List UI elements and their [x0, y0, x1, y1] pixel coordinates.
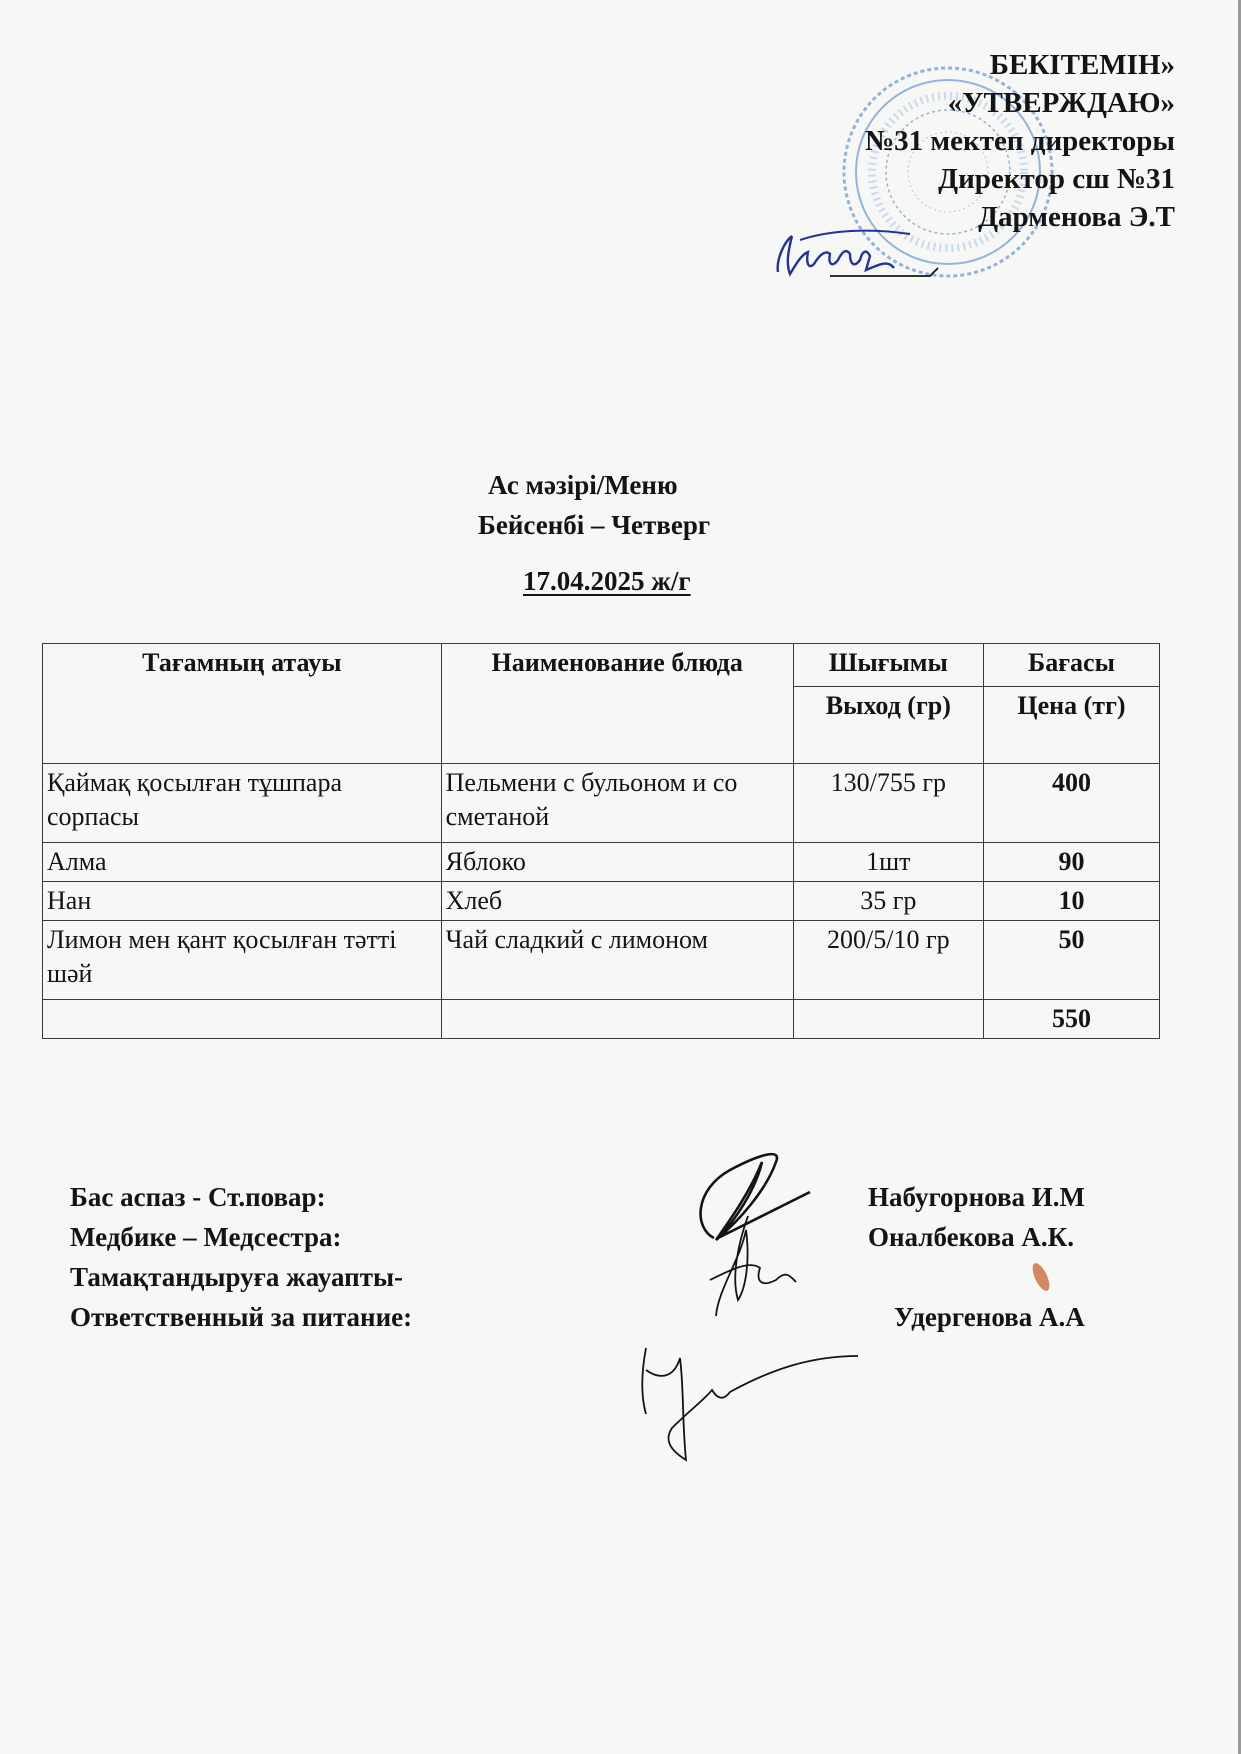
role-nurse: Медбике – Медсестра: — [70, 1222, 342, 1252]
menu-date: 17.04.2025 ж/г — [523, 566, 691, 596]
approval-line-ru: «УТВЕРЖДАЮ» — [947, 87, 1175, 119]
dish-name-ru: Яблоко — [441, 843, 793, 882]
dish-name-ru: Пельмени с бульоном и со сметаной — [441, 764, 793, 843]
director-name: Дарменова Э.Т — [978, 201, 1175, 233]
head-cook-name: Набугорнова И.М — [868, 1182, 1086, 1212]
dish-price: 400 — [983, 764, 1159, 843]
header-price-kz: Бағасы — [983, 644, 1159, 687]
menu-day: Бейсенбі – Четверг — [478, 510, 711, 540]
empty-cell — [43, 1000, 442, 1039]
responsible-name: Удергенова А.А — [894, 1302, 1085, 1332]
dish-price: 10 — [983, 882, 1159, 921]
approval-block — [865, 46, 1175, 236]
menu-title: Ас мәзірі/Меню — [488, 470, 678, 500]
role-responsible-ru: Ответственный за питание: — [70, 1302, 413, 1332]
dish-name-kz: Лимон мен қант қосылған тәтті шәй — [43, 921, 442, 1000]
dish-name-kz: Алма — [43, 843, 442, 882]
menu-table — [42, 643, 1160, 1039]
director-signature-icon — [770, 224, 940, 284]
dish-name-kz: Қаймақ қосылған тұшпара сорпасы — [43, 764, 442, 843]
header-name-ru: Наименование блюда — [441, 644, 793, 764]
dish-price: 90 — [983, 843, 1159, 882]
table-row — [43, 882, 1160, 921]
role-responsible-kz: Тамақтандыруға жауапты- — [70, 1262, 404, 1292]
header-name-kz: Тағамның атауы — [43, 644, 442, 764]
header-price-ru: Цена (тг) — [983, 687, 1159, 764]
director-title-ru: Директор сш №31 — [938, 163, 1175, 195]
ink-stain — [1029, 1261, 1053, 1293]
table-total-row — [43, 1000, 1160, 1039]
role-head-cook: Бас аспаз - Ст.повар: — [70, 1182, 326, 1212]
dish-yield: 200/5/10 гр — [793, 921, 983, 1000]
signature-roles — [70, 1177, 412, 1337]
table-header-row — [43, 644, 1160, 687]
dish-yield: 1шт — [793, 843, 983, 882]
dish-price: 50 — [983, 921, 1159, 1000]
staff-signatures-icon — [600, 1120, 860, 1480]
empty-cell — [793, 1000, 983, 1039]
dish-yield: 130/755 гр — [793, 764, 983, 843]
dish-name-ru: Чай сладкий с лимоном — [441, 921, 793, 1000]
total-price: 550 — [983, 1000, 1159, 1039]
table-row — [43, 921, 1160, 1000]
nurse-name: Оналбекова А.К. — [868, 1222, 1075, 1252]
header-yield-kz: Шығымы — [793, 644, 983, 687]
director-title-kz: №31 мектеп директоры — [864, 125, 1175, 157]
header-yield-ru: Выход (гр) — [793, 687, 983, 764]
table-row — [43, 764, 1160, 843]
empty-cell — [441, 1000, 793, 1039]
approval-line-kz: БЕКІТЕМІН» — [989, 49, 1175, 81]
dish-name-kz: Нан — [43, 882, 442, 921]
table-row — [43, 843, 1160, 882]
dish-yield: 35 гр — [793, 882, 983, 921]
dish-name-ru: Хлеб — [441, 882, 793, 921]
